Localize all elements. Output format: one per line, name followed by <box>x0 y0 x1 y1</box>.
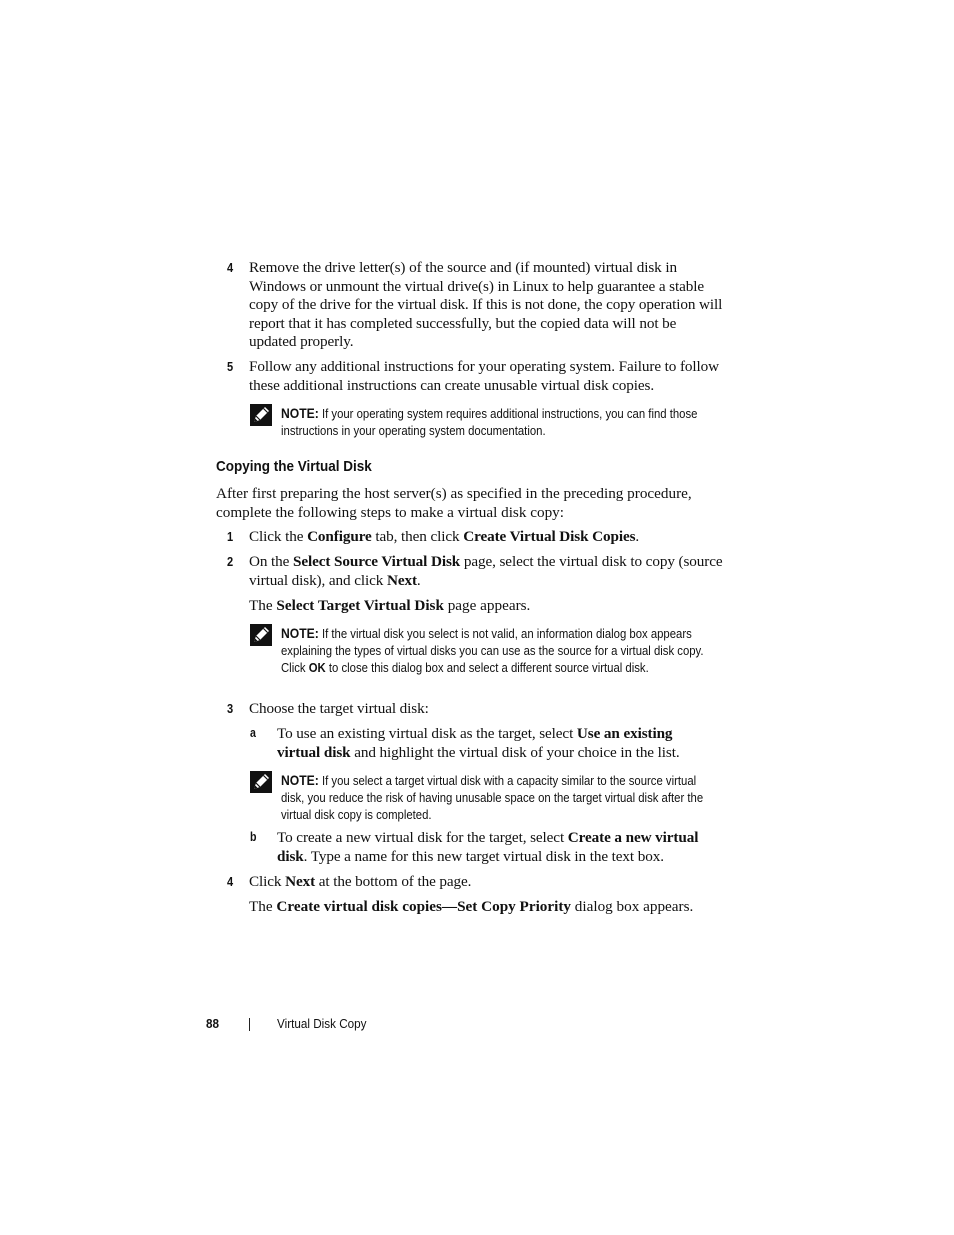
ui-label-next: Next <box>285 873 316 890</box>
ui-label-configure: Configure <box>307 528 372 545</box>
substep-letter: b <box>250 830 257 844</box>
ui-label-next: Next <box>386 571 417 589</box>
step-number: 3 <box>227 701 234 716</box>
step-text: Click the Configure tab, then click Create Virtual Disk Copies. <box>249 528 640 545</box>
step-text: On the Select Source Virtual Disk page, select the virtual disk to copy (source virtual disk), and click Next. <box>249 553 723 589</box>
step-number: 2 <box>227 554 234 569</box>
section-intro: After first preparing the host server(s) as specified in the preceding procedure, complete the following steps to make a virtual disk copy: <box>216 485 692 521</box>
ui-label-set-copy-priority: Create virtual disk copies—Set Copy Priority <box>276 898 571 915</box>
step-text: Remove the drive letter(s) of the source and (if mounted) virtual disk in Windows or unmount the virtual drive(s) in Linux to help guarantee a stable copy of the drive for the virtual disk. If this is not done, the copy operation will report that it has completed successfully, but the copied data will not be updated properly. <box>249 259 723 351</box>
step-2-result: The Select Target Virtual Disk page appears. <box>249 597 531 614</box>
substep-text: To use an existing virtual disk as the target, select Use an existing virtual disk and highlight the virtual disk of your choice in the list. <box>277 725 680 761</box>
ui-label-use-existing: Use an existing virtual disk <box>277 725 673 761</box>
ui-label-ok: OK <box>308 661 326 675</box>
pencil-note-icon <box>250 624 272 646</box>
ui-label-create-copies: Create Virtual Disk Copies <box>463 528 636 545</box>
pencil-note-icon <box>250 771 272 793</box>
step-text: Click Next at the bottom of the page. <box>249 873 472 890</box>
note-label: NOTE: <box>281 626 319 641</box>
note-label: NOTE: <box>281 406 319 421</box>
ui-label-create-new: Create a new virtual disk <box>277 829 699 865</box>
step-number: 5 <box>227 359 234 374</box>
step-text: Choose the target virtual disk: <box>249 700 429 717</box>
pencil-note-icon <box>250 404 272 426</box>
ui-label-select-target: Select Target Virtual Disk <box>276 597 444 614</box>
substep-text: To create a new virtual disk for the target, select Create a new virtual disk. Type a name for this new target virtual disk in the text box. <box>277 829 699 865</box>
step-number: 1 <box>227 529 234 544</box>
step-number: 4 <box>227 260 234 275</box>
ui-label-select-source: Select Source Virtual Disk <box>293 553 461 570</box>
note-body: If you select a target virtual disk with a capacity similar to the source virtual disk, you reduce the risk of having unusable space on the target virtual disk after the virtual disk copy is completed. <box>281 774 704 822</box>
footer-chapter-title: Virtual Disk Copy <box>277 1016 367 1031</box>
note-label: NOTE: <box>281 773 319 788</box>
step-4-result: The Create virtual disk copies—Set Copy Priority dialog box appears. <box>249 898 694 915</box>
section-heading: Copying the Virtual Disk <box>216 458 372 475</box>
note-text: NOTE: If the virtual disk you select is not valid, an information dialog box appears explaining the types of virtual disks you can use as the source for a virtual disk copy. Click OK to close this dialog box and select a different source virtual disk. <box>281 626 704 675</box>
note-text <box>281 772 709 824</box>
note-text <box>281 405 709 440</box>
step-text: Follow any additional instructions for your operating system. Failure to follow these additional instructions can create unusable virtual disk copies. <box>249 358 720 394</box>
footer-divider <box>249 1018 250 1031</box>
substep-letter: a <box>250 726 256 740</box>
page-number: 88 <box>206 1016 220 1031</box>
step-number: 4 <box>227 874 234 889</box>
note-body: If your operating system requires additional instructions, you can find those instructions in your operating system documentation. <box>281 407 698 438</box>
